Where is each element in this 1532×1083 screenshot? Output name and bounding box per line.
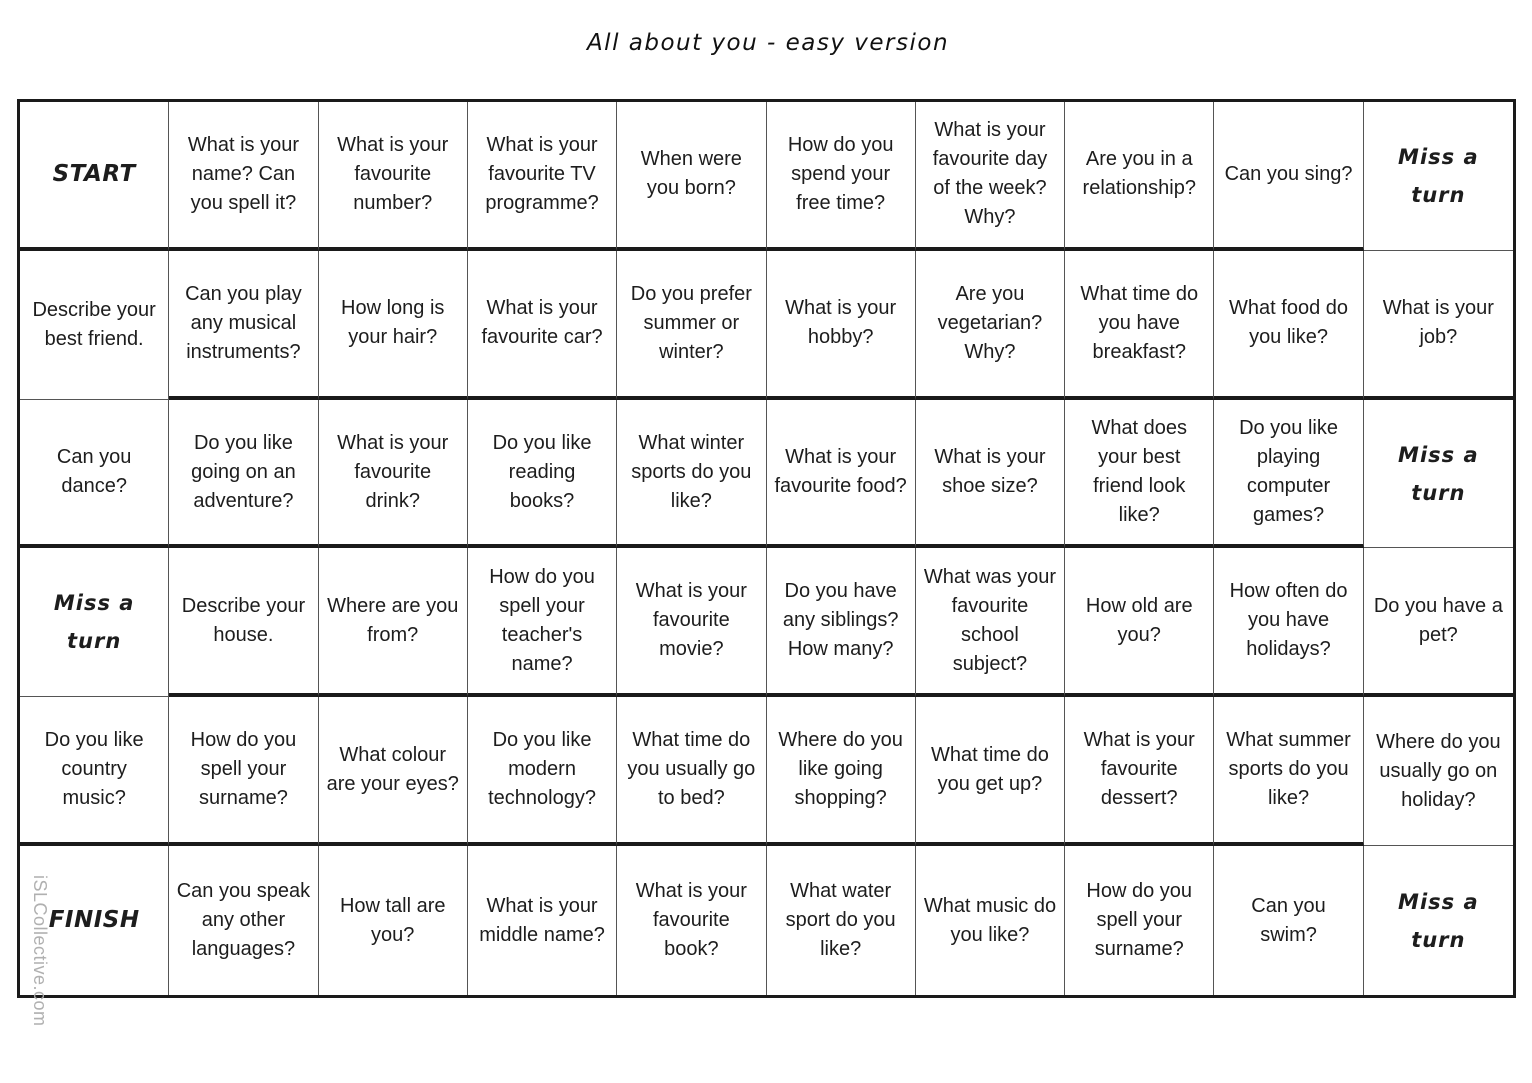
question-square: What is your favourite number?: [319, 102, 468, 251]
question-square: What water sport do you like?: [767, 846, 916, 995]
question-square: How long is your hair?: [319, 251, 468, 400]
question-square: What is your hobby?: [767, 251, 916, 400]
question-square: What is your favourite movie?: [617, 548, 766, 697]
question-square: Do you like modern technology?: [468, 697, 617, 846]
question-square: Do you prefer summer or winter?: [617, 251, 766, 400]
question-square: What is your name? Can you spell it?: [169, 102, 318, 251]
question-square: What time do you get up?: [916, 697, 1065, 846]
question-square: What is your shoe size?: [916, 400, 1065, 549]
question-square: What is your middle name?: [468, 846, 617, 995]
question-square: Can you sing?: [1214, 102, 1363, 251]
question-square: When were you born?: [617, 102, 766, 251]
question-square: How do you spell your surname?: [1065, 846, 1214, 995]
question-square: What was your favourite school subject?: [916, 548, 1065, 697]
finish-square: FINISH: [20, 846, 169, 995]
question-square: How tall are you?: [319, 846, 468, 995]
watermark: iSLCollective.com: [30, 875, 50, 1027]
question-square: What winter sports do you like?: [617, 400, 766, 549]
question-square: What is your favourite dessert?: [1065, 697, 1214, 846]
question-square: What food do you like?: [1214, 251, 1363, 400]
question-square: Where are you from?: [319, 548, 468, 697]
question-square: What summer sports do you like?: [1214, 697, 1363, 846]
question-square: Can you dance?: [20, 400, 169, 549]
question-square: How do you spell your teacher's name?: [468, 548, 617, 697]
question-square: What is your favourite car?: [468, 251, 617, 400]
question-square: What time do you have breakfast?: [1065, 251, 1214, 400]
game-board: [17, 99, 1516, 998]
question-square: Do you have any siblings? How many?: [767, 548, 916, 697]
question-square: Do you have a pet?: [1364, 548, 1513, 697]
question-square: Describe your house.: [169, 548, 318, 697]
question-square: Do you like reading books?: [468, 400, 617, 549]
question-square: Can you swim?: [1214, 846, 1363, 995]
question-square: Do you like going on an adventure?: [169, 400, 318, 549]
question-square: How often do you have holidays?: [1214, 548, 1363, 697]
question-square: Do you like country music?: [20, 697, 169, 846]
question-square: What colour are your eyes?: [319, 697, 468, 846]
question-square: What is your favourite day of the week? Why?: [916, 102, 1065, 251]
question-square: Do you like playing computer games?: [1214, 400, 1363, 549]
miss-a-turn-square: Miss a turn: [1364, 400, 1513, 549]
miss-a-turn-square: Miss a turn: [20, 548, 169, 697]
question-square: What is your favourite food?: [767, 400, 916, 549]
question-square: What is your favourite TV programme?: [468, 102, 617, 251]
question-square: How do you spend your free time?: [767, 102, 916, 251]
question-square: Where do you usually go on holiday?: [1364, 697, 1513, 846]
question-square: Can you play any musical instruments?: [169, 251, 318, 400]
question-square: Can you speak any other languages?: [169, 846, 318, 995]
question-square: What is your job?: [1364, 251, 1513, 400]
question-square: Are you vegetarian? Why?: [916, 251, 1065, 400]
question-square: Where do you like going shopping?: [767, 697, 916, 846]
miss-a-turn-square: Miss a turn: [1398, 889, 1479, 952]
question-square: What music do you like?: [916, 846, 1065, 995]
question-square: Are you in a relationship?: [1065, 102, 1214, 251]
miss-a-turn-square: Miss a turn: [1364, 102, 1513, 251]
question-square: Describe your best friend.: [20, 251, 169, 400]
page-title: All about you - easy version: [586, 30, 950, 56]
start-square: START: [20, 102, 169, 251]
question-square: How do you spell your surname?: [169, 697, 318, 846]
question-square: What is your favourite drink?: [319, 400, 468, 549]
question-square: What time do you usually go to bed?: [617, 697, 766, 846]
question-square: What is your favourite book?: [617, 846, 766, 995]
question-square: What does your best friend look like?: [1065, 400, 1214, 549]
question-square: How old are you?: [1065, 548, 1214, 697]
